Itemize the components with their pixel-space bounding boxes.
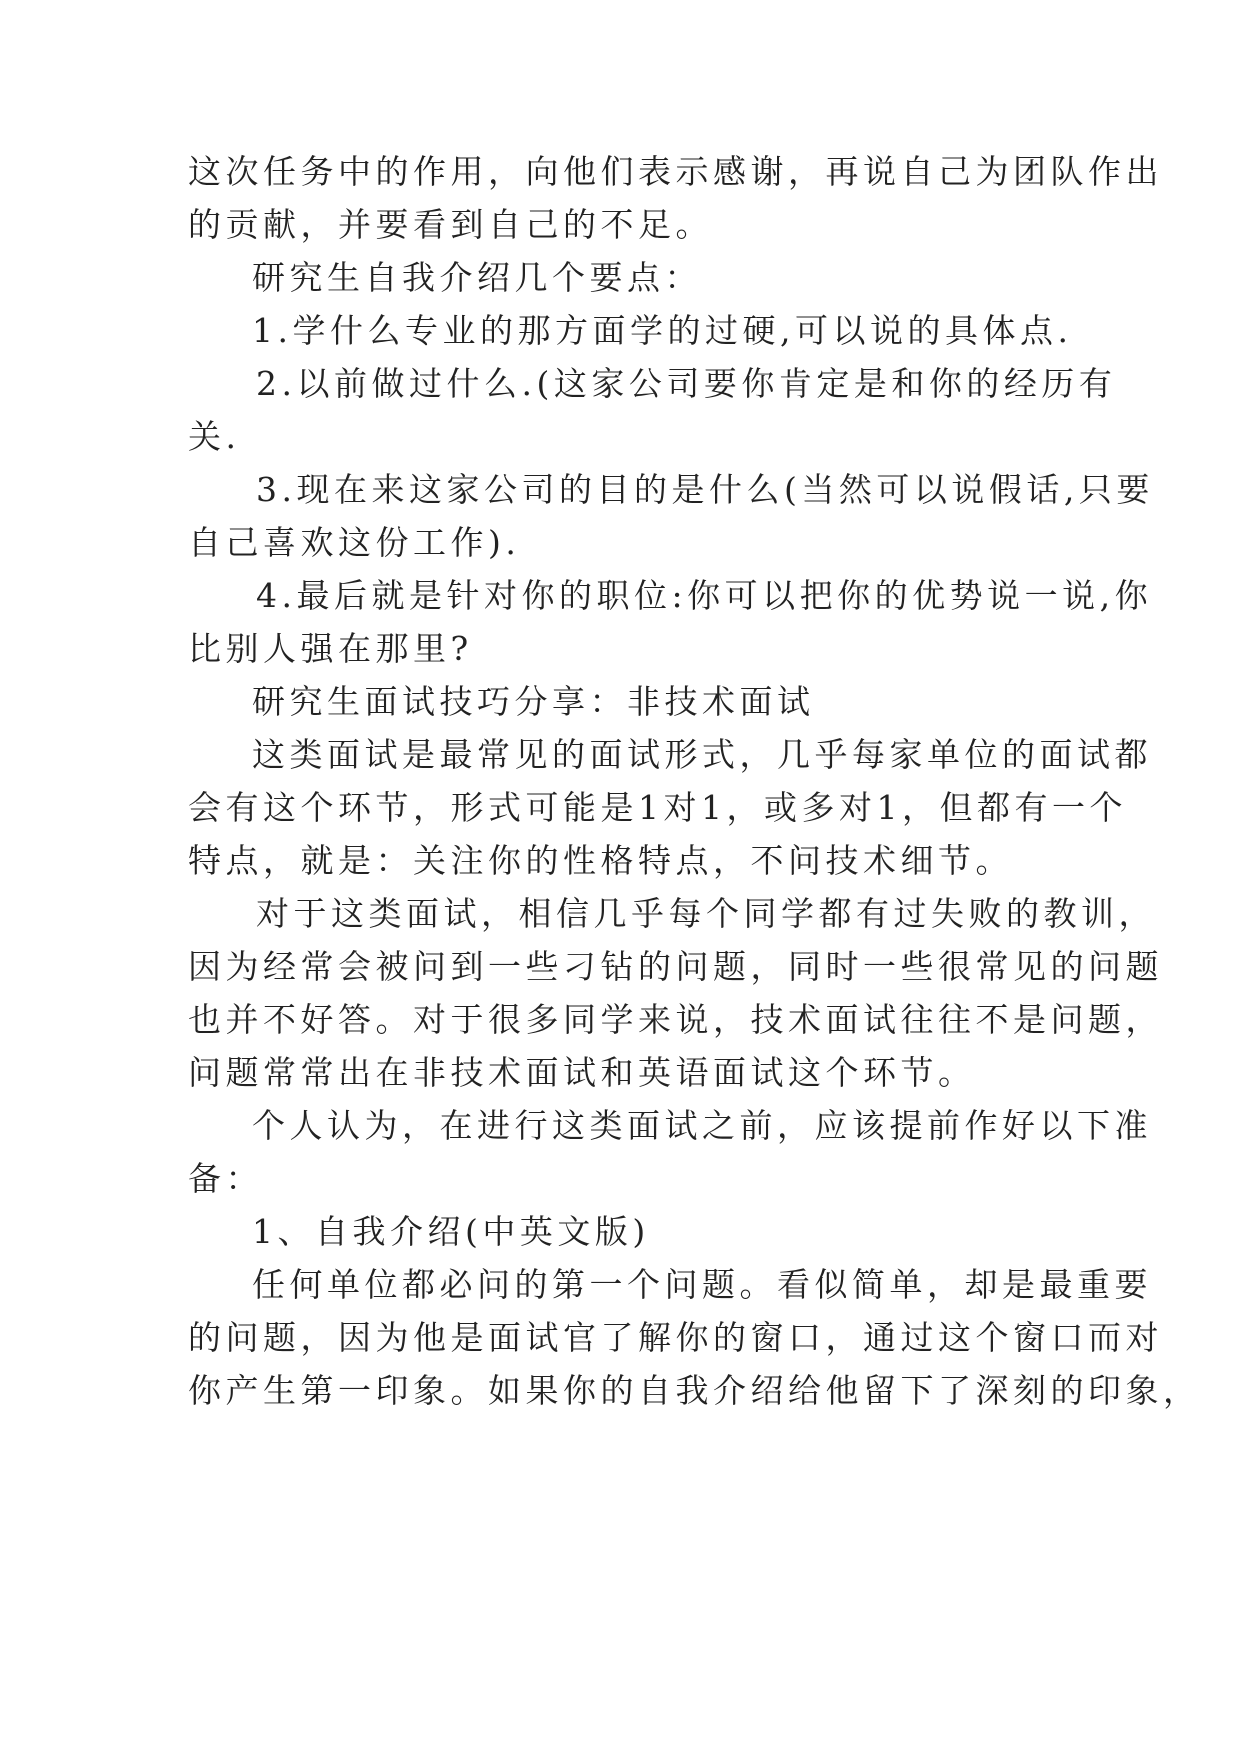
text-line: 这类面试是最常见的面试形式，几乎每家单位的面试都 — [252, 735, 1152, 774]
text-line: 关. — [188, 417, 241, 456]
text-line: 比别人强在那里? — [188, 629, 473, 668]
text-line: 备： — [188, 1159, 263, 1198]
text-line: 任何单位都必问的第一个问题。看似简单，却是最重要 — [252, 1265, 1152, 1304]
text-line: 3.现在来这家公司的目的是什么(当然可以说假话,只要 — [256, 470, 1154, 509]
text-line: 1、自我介绍(中英文版) — [252, 1212, 650, 1251]
text-line: 研究生面试技巧分享：非技术面试 — [252, 682, 815, 721]
text-line: 2.以前做过什么.(这家公司要你肯定是和你的经历有 — [256, 364, 1117, 403]
text-line: 这次任务中的作用，向他们表示感谢，再说自己为团队作出 — [188, 152, 1163, 191]
text-line: 问题常常出在非技术面试和英语面试这个环节。 — [188, 1053, 976, 1092]
text-line: 研究生自我介绍几个要点： — [252, 258, 702, 297]
text-line: 对于这类面试，相信几乎每个同学都有过失败的教训， — [256, 894, 1156, 933]
text-line: 的问题，因为他是面试官了解你的窗口，通过这个窗口而对 — [188, 1318, 1163, 1357]
text-line: 因为经常会被问到一些刁钻的问题，同时一些很常见的问题 — [188, 947, 1163, 986]
text-line: 1.学什么专业的那方面学的过硬,可以说的具体点. — [252, 311, 1073, 350]
text-line: 会有这个环节，形式可能是1对1，或多对1，但都有一个 — [188, 788, 1127, 827]
text-line: 4.最后就是针对你的职位:你可以把你的优势说一说,你 — [256, 576, 1153, 615]
text-line: 的贡献，并要看到自己的不足。 — [188, 205, 713, 244]
text-line: 特点，就是：关注你的性格特点，不问技术细节。 — [188, 841, 1013, 880]
text-line: 你产生第一印象。如果你的自我介绍给他留下了深刻的印象， — [188, 1371, 1201, 1410]
text-line: 个人认为，在进行这类面试之前，应该提前作好以下准 — [252, 1106, 1152, 1145]
text-line: 自己喜欢这份工作). — [188, 523, 521, 562]
text-line: 也并不好答。对于很多同学来说，技术面试往往不是问题， — [188, 1000, 1163, 1039]
